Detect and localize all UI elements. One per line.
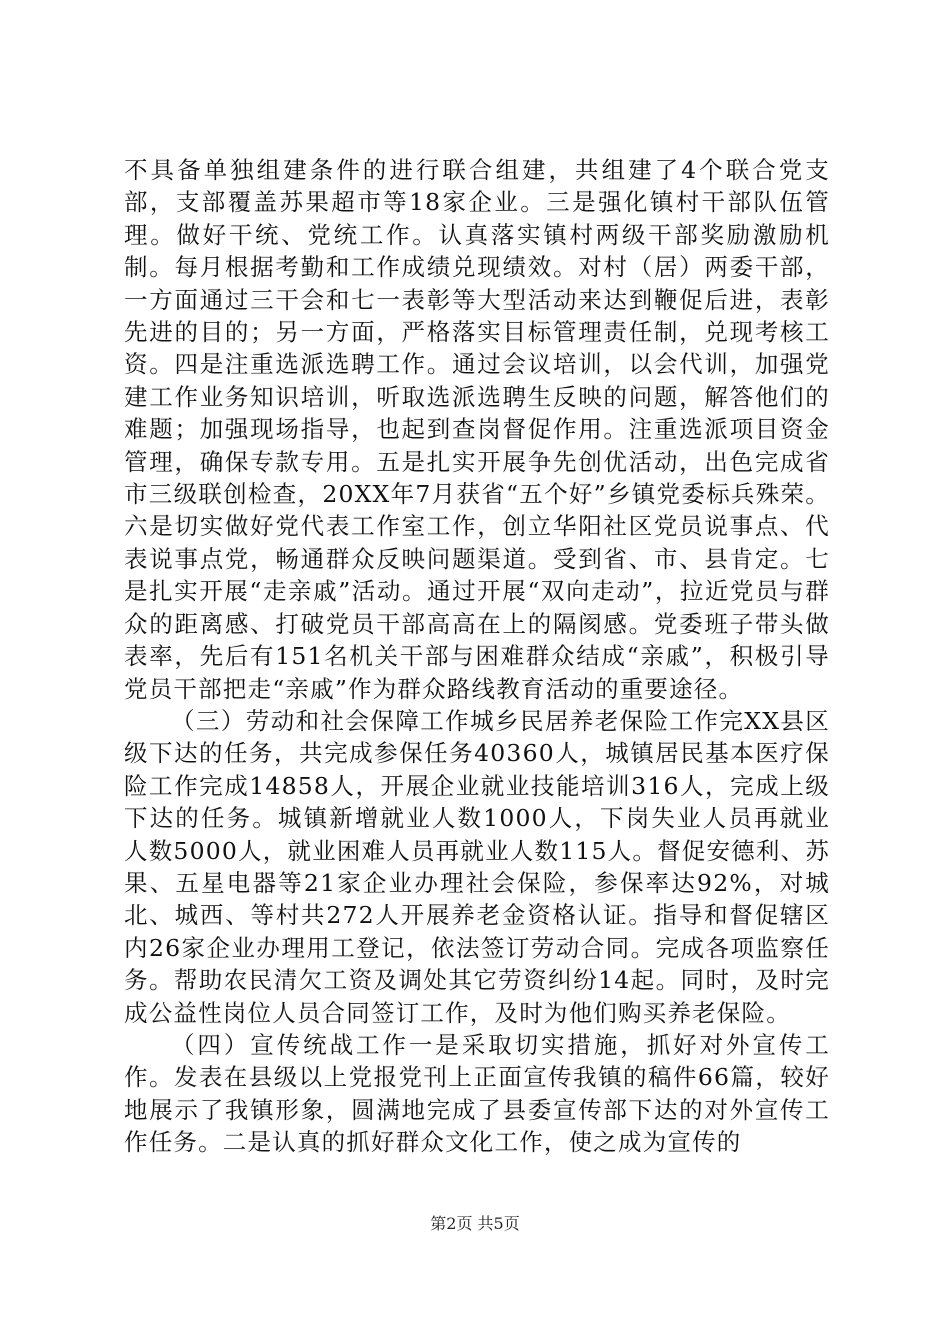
page-number-footer: 第2页 共5页 (430, 1214, 520, 1233)
paragraph-labor-social-security: （三）劳动和社会保障工作城乡民居养老保险工作完XX县区级下达的任务，共完成参保任务40360人，城镇居民基本医疗保险工作完成14858人，开展企业就业技能培训316人，完成上级下达的任务。城镇新增就业人数1000人，下岗失业人员再就业人数5000人，就业困难人员再就业人数115人。督促安德利、苏果、五星电器等21家企业办理社会保险，参保率达92%，对城北、城西、等村共272人开展养老金资格认证。指导和督促辖区内26家企业办理用工登记，依法签订劳动合同。完成各项监察任务。帮助农民清欠工资及调处其它劳资纠纷14起。同时，及时完成公益性岗位人员合同签订工作，及时为他们购买养老保险。 (124, 706, 830, 1027)
paragraph-continuation: 不具备单独组建条件的进行联合组建，共组建了4个联合党支部，支部覆盖苏果超市等18家企业。三是强化镇村干部队伍管理。做好干统、党统工作。认真落实镇村两级干部奖励激励机制。每月根据考勤和工作成绩兑现绩效。对村（居）两委干部，一方面通过三干会和七一表彰等大型活动来达到鞭促后进，表彰先进的目的；另一方面，严格落实目标管理责任制，兑现考核工资。四是注重选派选聘工作。通过会议培训，以会代训，加强党建工作业务知识培训，听取选派选聘生反映的问题，解答他们的难题；加强现场指导，也起到查岗督促作用。注重选派项目资金管理，确保专款专用。五是扎实开展争先创优活动，出色完成省市三级联创检查，20XX年7月获省“五个好”乡镇党委标兵殊荣。六是切实做好党代表工作室工作，创立华阳社区党员说事点、代表说事点党，畅通群众反映问题渠道。受到省、市、县肯定。七是扎实开展“走亲戚”活动。通过开展“双向走动”，拉近党员与群众的距离感、打破党员干部高高在上的隔阂感。党委班子带头做表率，先后有151名机关干部与困难群众结成“亲戚”，积极引导党员干部把走“亲戚”作为群众路线教育活动的重要途径。 (124, 156, 830, 703)
document-body (124, 154, 830, 1159)
paragraph-publicity-united-front: （四）宣传统战工作一是采取切实措施，抓好对外宣传工作。发表在县级以上党报党刊上正面宣传我镇的稿件66篇，较好地展示了我镇形象，圆满地完成了县委宣传部下达的对外宣传工作任务。二是认真的抓好群众文化工作，使之成为宣传的 (124, 1030, 830, 1157)
